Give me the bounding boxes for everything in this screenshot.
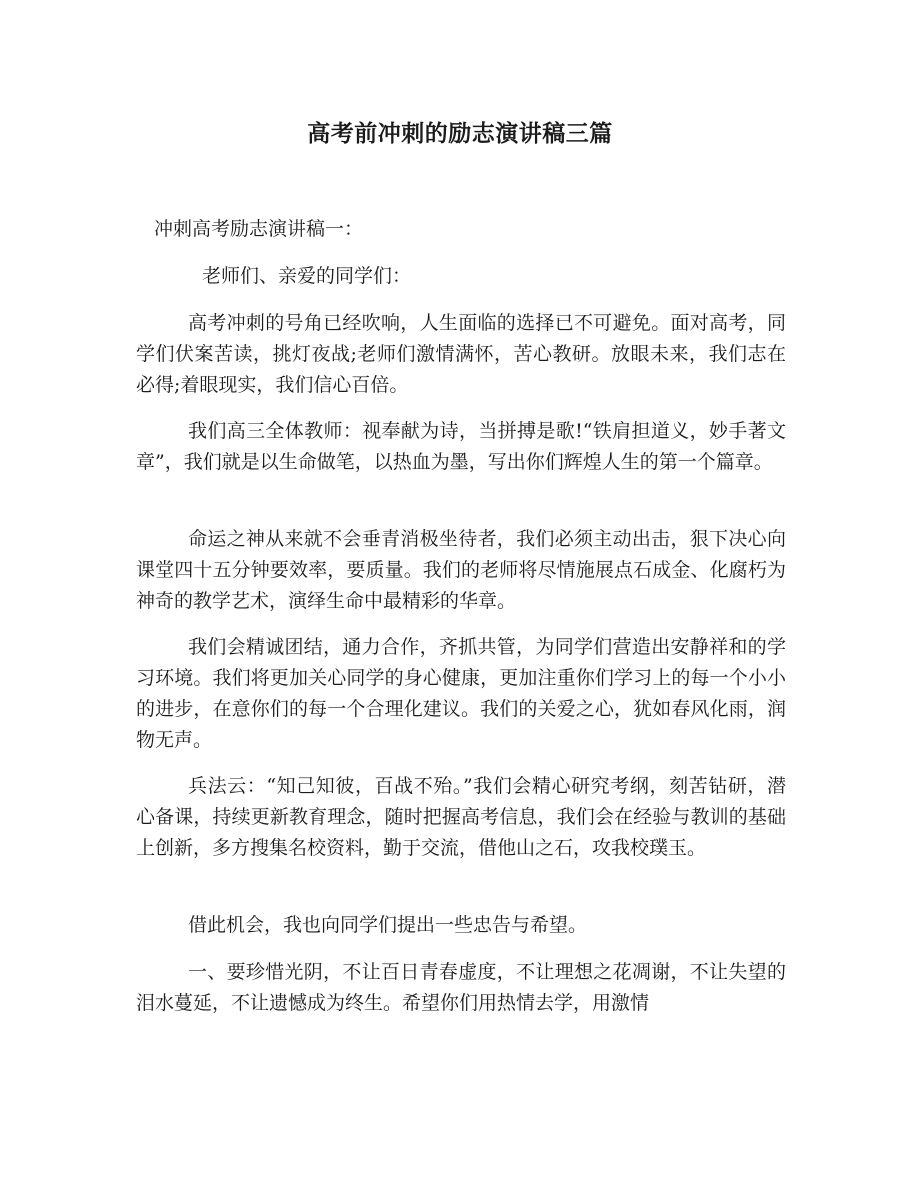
paragraph-5: 兵法云：“知己知彼，百战不殆。”我们会精心研究考纲，刻苦钻研，潜心备课，持续更新教育理念，随时把握高考信息，我们会在经验与教训的基础上创新，多方搜集名校资料，勤于交流，借他山之石，攻我校璞玉。 bbox=[136, 775, 786, 859]
paragraph-3: 命运之神从来就不会垂青消极坐待者，我们必须主动出击，狠下决心向课堂四十五分钟要效率，要质量。我们的老师将尽情施展点石成金、化腐朽为神奇的教学艺术，演绎生命中最精彩的华章。 bbox=[136, 528, 786, 612]
paragraph-1: 高考冲刺的号角已经吹响，人生面临的选择已不可避免。面对高考，同学们伏案苦读，挑灯夜战;老师们激情满怀，苦心教研。放眼未来，我们志在必得;着眼现实，我们信心百倍。 bbox=[136, 312, 786, 396]
paragraph-6: 借此机会，我也向同学们提出一些忠告与希望。 bbox=[188, 914, 588, 936]
document-title: 高考前冲刺的励志演讲稿三篇 bbox=[307, 121, 613, 147]
speech-subtitle: 冲刺高考励志演讲稿一： bbox=[154, 218, 364, 240]
paragraph-7: 一、要珍惜光阴，不让百日青春虚度，不让理想之花凋谢，不让失望的泪水蔓延，不让遗憾成为终生。希望你们用热情去学，用激情 bbox=[136, 961, 786, 1014]
paragraph-2: 我们高三全体教师：视奉献为诗，当拼搏是歌!“铁肩担道义，妙手著文章”，我们就是以生命做笔，以热血为墨，写出你们辉煌人生的第一个篇章。 bbox=[136, 420, 786, 473]
salutation: 老师们、亲爱的同学们： bbox=[202, 265, 412, 287]
paragraph-4: 我们会精诚团结，通力合作，齐抓共管，为同学们营造出安静祥和的学习环境。我们将更加关心同学的身心健康，更加注重你们学习上的每一个小小的进步，在意你们的每一个合理化建议。我们的关爱之心，犹如春风化雨，润物无声。 bbox=[136, 636, 786, 751]
